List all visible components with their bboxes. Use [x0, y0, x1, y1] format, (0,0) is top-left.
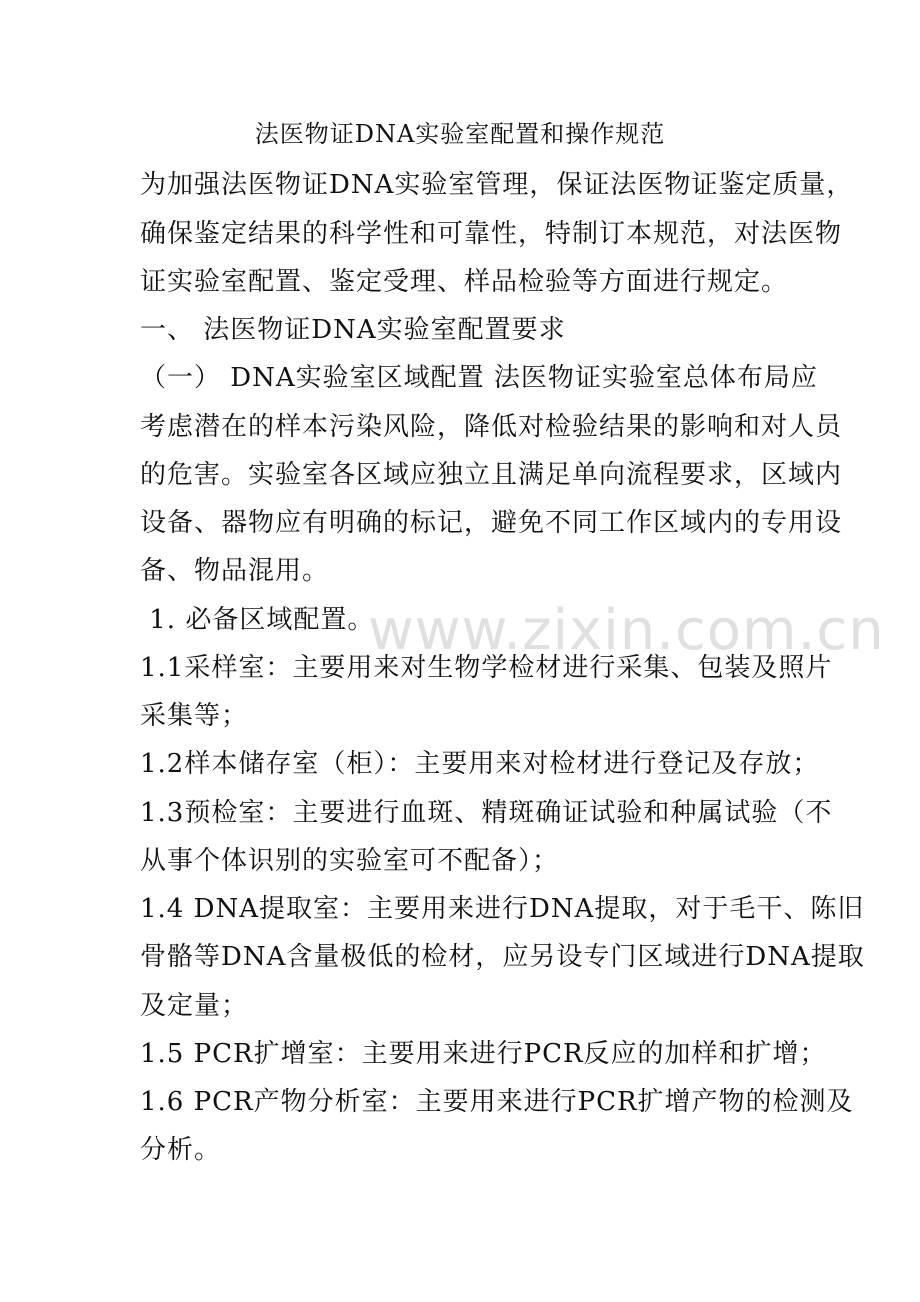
text-line: 备、物品混用。 — [140, 556, 330, 586]
list-item: 1.4 DNA提取室：主要用来进行DNA提取，对于毛干、陈旧 — [140, 894, 865, 924]
text-line: 的危害。实验室各区域应独立且满足单向流程要求，区域内 — [140, 460, 843, 490]
list-item: 1.5 PCR扩增室：主要用来进行PCR反应的加样和扩增； — [140, 1039, 827, 1069]
list-item: 1.2样本储存室（柜）：主要用来对检材进行登记及存放； — [140, 749, 820, 779]
list-heading: 1. 必备区域配置。 — [140, 605, 375, 635]
text-line: 为加强法医物证DNA实验室管理，保证法医物证鉴定质量， — [140, 170, 854, 200]
list-item-continuation: 从事个体识别的实验室可不配备）； — [140, 846, 560, 876]
list-item: 1.6 PCR产物分析室：主要用来进行PCR扩增产物的检测及 — [140, 1087, 854, 1117]
document-title: 法医物证DNA实验室配置和操作规范 — [254, 120, 666, 148]
watermark: www.zixin.com.cn — [368, 598, 885, 663]
list-item-continuation: 骨骼等DNA含量极低的检材，应另设专门区域进行DNA提取 — [140, 942, 865, 972]
section-heading: 一、 法医物证DNA实验室配置要求 — [140, 315, 566, 345]
list-item-continuation: 分析。 — [140, 1135, 222, 1165]
list-item-continuation: 采集等； — [140, 701, 249, 731]
list-item-continuation: 及定量； — [140, 991, 249, 1021]
text-line: 设备、器物应有明确的标记，避免不同工作区域内的专用设 — [140, 508, 843, 538]
text-line: 证实验室配置、鉴定受理、样品检验等方面进行规定。 — [140, 267, 789, 297]
text-line: 考虑潜在的样本污染风险，降低对检验结果的影响和对人员 — [140, 412, 843, 442]
subsection-heading: （一） DNA实验室区域配置 法医物证实验室总体布局应 — [140, 363, 818, 393]
text-line: 确保鉴定结果的科学性和可靠性，特制订本规范，对法医物 — [140, 219, 843, 249]
list-item: 1.3预检室：主要进行血斑、精斑确证试验和种属试验（不 — [140, 798, 833, 828]
list-item: 1.1采样室：主要用来对生物学检材进行采集、包装及照片 — [140, 653, 833, 683]
